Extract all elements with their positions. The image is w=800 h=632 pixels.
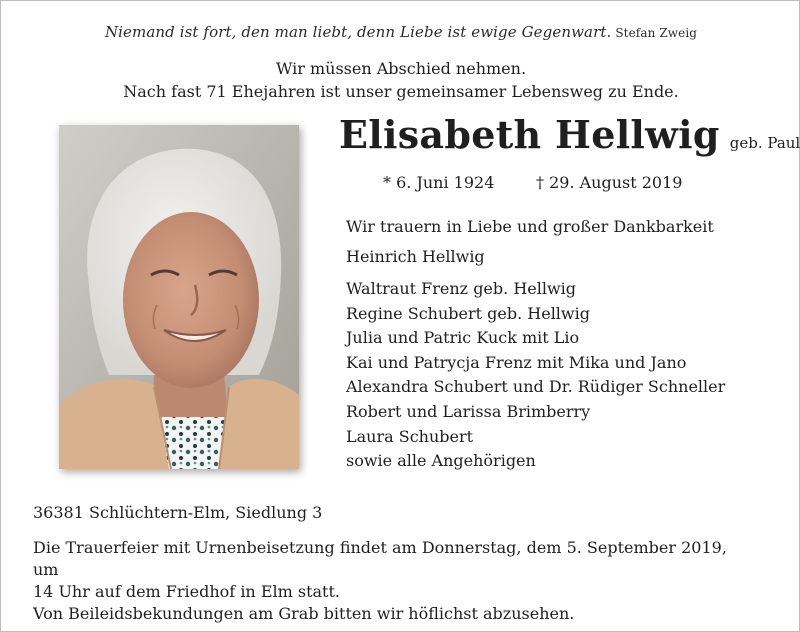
closing-line: 14 Uhr auf dem Friedhof in Elm statt.: [33, 582, 340, 601]
intro-line: Wir müssen Abschied nehmen.: [275, 59, 527, 78]
deceased-name-block: [339, 112, 800, 157]
closing-line: Von Beileidsbekundungen am Grab bitten wir höflichst abzusehen.: [33, 604, 575, 623]
spouse-name: Heinrich Hellwig: [346, 247, 485, 266]
family-member: Robert und Larissa Brimberry: [346, 401, 591, 421]
family-member: Laura Schubert: [346, 426, 474, 446]
portrait-photo: [59, 125, 299, 469]
quote-text: Niemand ist fort, den man liebt, denn Liebe ist ewige Gegenwart.: [104, 23, 612, 41]
quote-author: Stefan Zweig: [615, 26, 698, 40]
address: 36381 Schlüchtern-Elm, Siedlung 3: [33, 503, 323, 522]
intro-text: [1, 57, 800, 103]
intro-line: Nach fast 71 Ehejahren ist unser gemeinsamer Lebensweg zu Ende.: [123, 82, 679, 101]
family-member: sowie alle Angehörigen: [346, 451, 536, 471]
deceased-name: Elisabeth Hellwig: [339, 112, 720, 157]
family-member: Kai und Patrycja Frenz mit Mika und Jano: [346, 352, 687, 372]
death-date: † 29. August 2019: [536, 173, 683, 192]
family-member: Julia und Patric Kuck mit Lio: [346, 328, 580, 348]
mourners-list: [346, 215, 725, 474]
family-member: Regine Schubert geb. Hellwig: [346, 303, 590, 323]
maiden-name: geb. Paul: [729, 134, 800, 152]
family-member: Alexandra Schubert und Dr. Rüdiger Schneller: [346, 377, 726, 397]
birth-date: * 6. Juni 1924: [383, 173, 495, 192]
mourners-heading: Wir trauern in Liebe und großer Dankbarkeit: [346, 217, 714, 236]
closing-text: [33, 537, 753, 625]
quote: [1, 23, 800, 41]
closing-line: Die Trauerfeier mit Urnenbeisetzung findet am Donnerstag, dem 5. September 2019, um: [33, 538, 727, 579]
family-member: Waltraut Frenz geb. Hellwig: [346, 279, 577, 298]
